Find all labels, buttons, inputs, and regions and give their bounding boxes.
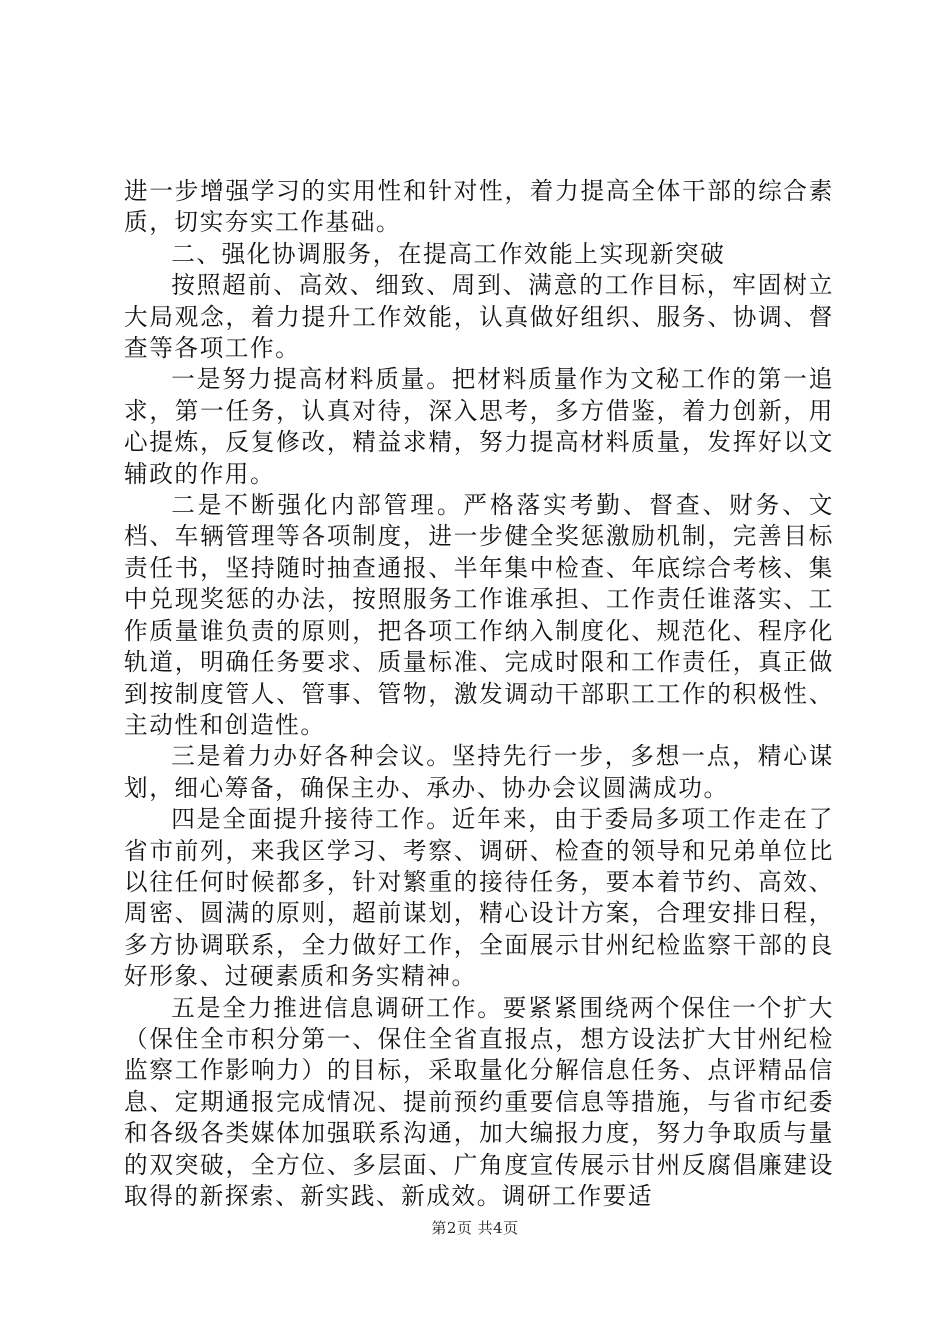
- paragraph-item-3: 三是着力办好各种会议。坚持先行一步，多想一点，精心谋划，细心筹备，确保主办、承办、协办会议圆满成功。: [124, 742, 834, 802]
- paragraph-item-2: 二是不断强化内部管理。严格落实考勤、督查、财务、文档、车辆管理等各项制度，进一步健全奖惩激励机制，完善目标责任书，坚持随时抽查通报、半年集中检查、年底综合考核、集中兑现奖惩的办法，按照服务工作谁承担、工作责任谁落实、工作质量谁负责的原则，把各项工作纳入制度化、规范化、程序化轨道，明确任务要求、质量标准、完成时限和工作责任，真正做到按制度管人、管事、管物，激发调动干部职工工作的积极性、主动性和创造性。: [124, 491, 834, 739]
- paragraph-intro: 按照超前、高效、细致、周到、满意的工作目标，牢固树立大局观念，着力提升工作效能，认真做好组织、服务、协调、督查等各项工作。: [124, 271, 834, 363]
- section-heading: 二、强化协调服务，在提高工作效能上实现新突破: [171, 239, 726, 268]
- paragraph-item-4: 四是全面提升接待工作。近年来，由于委局多项工作走在了省市前列，来我区学习、考察、调研、检查的领导和兄弟单位比以往任何时候都多，针对繁重的接待任务，要本着节约、高效、周密、圆满的原则，超前谋划，精心设计方案，合理安排日程，多方协调联系，全力做好工作，全面展示甘州纪检监察干部的良好形象、过硬素质和务实精神。: [124, 805, 834, 991]
- document-body: [124, 176, 834, 1212]
- paragraph-item-1: 一是努力提高材料质量。把材料质量作为文秘工作的第一追求，第一任务，认真对待，深入思考，多方借鉴，着力创新，用心提炼，反复修改，精益求精，努力提高材料质量，发挥好以文辅政的作用。: [124, 365, 834, 488]
- page-footer: 第2页 共4页: [431, 1219, 519, 1237]
- paragraph-item-5: 五是全力推进信息调研工作。要紧紧围绕两个保住一个扩大（保住全市积分第一、保住全省直报点，想方设法扩大甘州纪检监察工作影响力）的目标，采取量化分解信息任务、点评精品信息、定期通报完成情况、提前预约重要信息等措施，与省市纪委和各级各类媒体加强联系沟通，加大编报力度，努力争取质与量的双突破，全方位、多层面、广角度宣传展示甘州反腐倡廉建设取得的新探索、新实践、新成效。调研工作要适: [124, 993, 834, 1210]
- paragraph-continuation: 进一步增强学习的实用性和针对性，着力提高全体干部的综合素质，切实夯实工作基础。: [124, 177, 834, 237]
